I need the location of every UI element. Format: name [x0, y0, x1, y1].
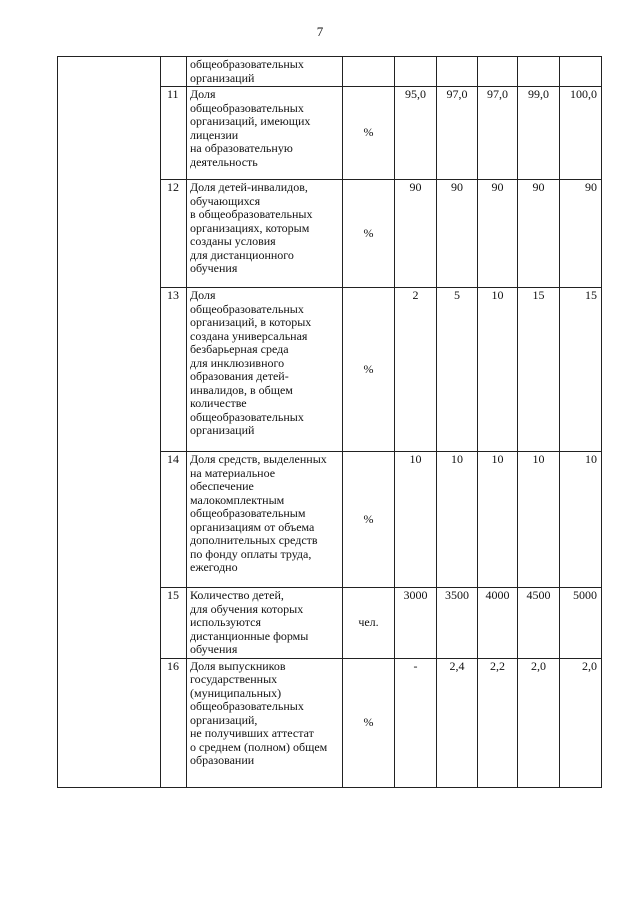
value-cell: 10	[478, 452, 518, 588]
value-cell: 2	[395, 288, 437, 452]
indicators-table	[57, 56, 602, 788]
value-cell: 15	[560, 288, 602, 452]
value-cell: 2,2	[478, 658, 518, 787]
value-cell: -	[395, 658, 437, 787]
value-cell: 10	[478, 288, 518, 452]
indicator-name: Доля средств, выделенных на материальное обеспечение малокомплектным общеобразовательным организациям от объема дополнительных средств по фонду оплаты труда, ежегодно	[187, 452, 343, 588]
value-cell: 5	[437, 288, 478, 452]
value-cell	[437, 57, 478, 87]
value-cell: 10	[560, 452, 602, 588]
value-cell: 90	[478, 180, 518, 288]
value-cell: 100,0	[560, 87, 602, 180]
value-cell: 4000	[478, 588, 518, 659]
value-cell	[518, 57, 560, 87]
value-cell: 2,0	[518, 658, 560, 787]
row-number: 12	[161, 180, 187, 288]
value-cell: 97,0	[478, 87, 518, 180]
unit-cell: %	[343, 87, 395, 180]
row-number: 13	[161, 288, 187, 452]
unit-cell: %	[343, 658, 395, 787]
value-cell: 90	[395, 180, 437, 288]
value-cell: 90	[518, 180, 560, 288]
table-row	[58, 57, 602, 87]
indicator-name: Доля выпускников государственных (муниципальных) общеобразовательных организаций, не получивших аттестат о среднем (полном) общем образовании	[187, 658, 343, 787]
indicator-name: Количество детей, для обучения которых используются дистанционные формы обучения	[187, 588, 343, 659]
value-cell: 10	[395, 452, 437, 588]
value-cell: 10	[437, 452, 478, 588]
unit-cell: чел.	[343, 588, 395, 659]
value-cell: 15	[518, 288, 560, 452]
value-cell: 2,4	[437, 658, 478, 787]
value-cell: 5000	[560, 588, 602, 659]
value-cell: 99,0	[518, 87, 560, 180]
indicator-name: Доля общеобразовательных организаций, имеющих лицензии на образовательную деятельность	[187, 87, 343, 180]
value-cell	[560, 57, 602, 87]
value-cell: 3000	[395, 588, 437, 659]
value-cell: 97,0	[437, 87, 478, 180]
unit-cell: %	[343, 452, 395, 588]
table-body	[58, 57, 602, 788]
unit-cell: %	[343, 180, 395, 288]
value-cell: 4500	[518, 588, 560, 659]
row-number: 11	[161, 87, 187, 180]
page-number: 7	[316, 24, 324, 39]
unit-cell: %	[343, 288, 395, 452]
value-cell: 2,0	[560, 658, 602, 787]
indicator-name: Доля общеобразовательных организаций, в которых создана универсальная безбарьерная среда для инклюзивного образования детей- инвалидов, в общем количестве общеобразовательных организаций	[187, 288, 343, 452]
value-cell: 90	[560, 180, 602, 288]
row-number: 16	[161, 658, 187, 787]
row-number: 14	[161, 452, 187, 588]
row-number	[161, 57, 187, 87]
row-number: 15	[161, 588, 187, 659]
left-blank-column	[58, 57, 161, 788]
value-cell: 95,0	[395, 87, 437, 180]
value-cell: 90	[437, 180, 478, 288]
value-cell	[395, 57, 437, 87]
value-cell: 10	[518, 452, 560, 588]
value-cell: 3500	[437, 588, 478, 659]
indicator-name: общеобразовательных организаций	[187, 57, 343, 87]
value-cell	[478, 57, 518, 87]
indicator-name: Доля детей-инвалидов, обучающихся в общеобразовательных организациях, которым созданы условия для дистанционного обучения	[187, 180, 343, 288]
unit-cell	[343, 57, 395, 87]
